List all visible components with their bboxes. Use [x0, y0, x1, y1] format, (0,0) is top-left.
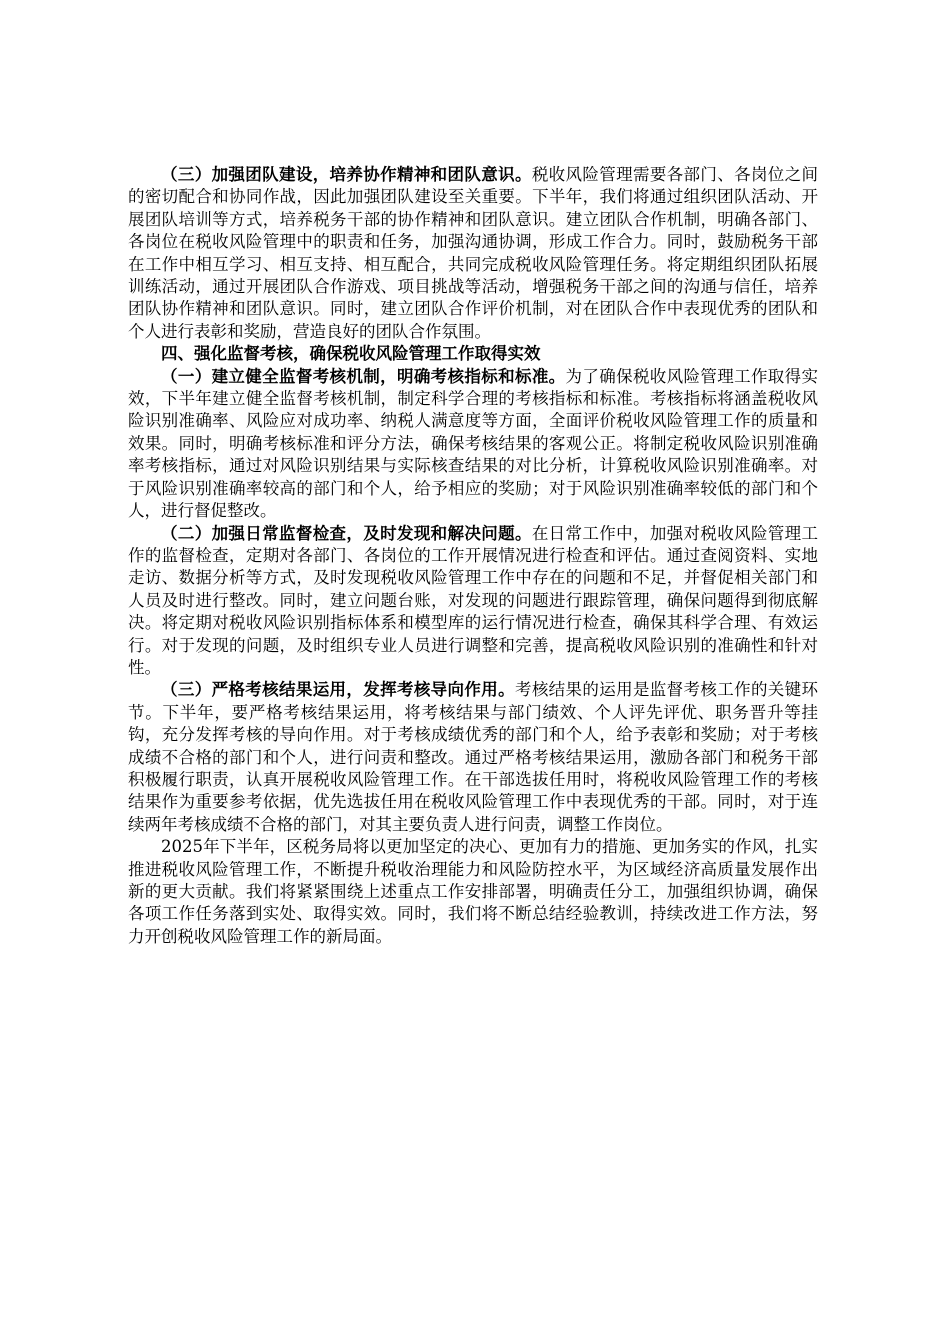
paragraph-daily-inspection	[128, 523, 818, 680]
section-heading: 四、强化监督考核，确保税收风险管理工作取得实效	[161, 344, 541, 364]
paragraph-text: 在日常工作中，加强对税收风险管理工作的监督检查，定期对各部门、各岗位的工作开展情况进行检查和评估。通过查阅资料、实地走访、数据分析等方式，及时发现税收风险管理工作中存在的问题和不足，并督促相关部门和人员及时进行整改。同时，建立问题台账，对发现的问题进行跟踪管理，确保问题得到彻底解决。将定期对税收风险识别指标体系和模型库的运行情况进行检查，确保其科学合理、有效运行。对于发现的问题，及时组织专业人员进行调整和完善，提高税收风险识别的准确性和针对性。	[128, 523, 819, 677]
paragraph-assessment-results	[128, 679, 818, 836]
paragraph-lead: （二）加强日常监督检查，及时发现和解决问题。	[161, 523, 532, 543]
paragraph-lead: （三）加强团队建设，培养协作精神和团队意识。	[161, 165, 532, 184]
paragraph-team-building	[128, 164, 818, 343]
paragraph-closing: 2025年下半年，区税务局将以更加坚定的决心、更加有力的措施、更加务实的作风，扎实推进税收风险管理工作，不断提升税收治理能力和风险防控水平，为区域经济高质量发展作出新的更大贡献。我们将紧紧围绕上述重点工作安排部署，明确责任分工，加强组织协调，确保各项工作任务落到实处、取得实效。同时，我们将不断总结经验教训，持续改进工作方法，努力开创税收风险管理工作的新局面。	[128, 837, 818, 946]
paragraph-supervision-mechanism	[128, 366, 818, 523]
paragraph-text: 考核结果的运用是监督考核工作的关键环节。下半年，要严格考核结果运用，将考核结果与部门绩效、个人评先评优、职务晋升等挂钩，充分发挥考核的导向作用。对于考核成绩优秀的部门和个人，给予表彰和奖励；对于考核成绩不合格的部门和个人，进行问责和整改。通过严格考核结果运用，激励各部门和税务干部积极履行职责，认真开展税收风险管理工作。在干部选拔任用时，将税收风险管理工作的考核结果作为重要参考依据，优先选拔任用在税收风险管理工作中表现优秀的干部。同时，对于连续两年考核成绩不合格的部门，对其主要负责人进行问责，调整工作岗位。	[128, 680, 819, 834]
paragraph-lead: （一）建立健全监督考核机制，明确考核指标和标准。	[161, 366, 566, 386]
paragraph-text: 税收风险管理需要各部门、各岗位之间的密切配合和协同作战，因此加强团队建设至关重要。下半年，我们将通过组织团队活动、开展团队培训等方式，培养税务干部的协作精神和团队意识。建立团队合作机制，明确各部门、各岗位在税收风险管理中的职责和任务，加强沟通协调，形成工作合力。同时，鼓励税务干部在工作中相互学习、相互支持、相互配合，共同完成税收风险管理任务。将定期组织团队拓展训练活动，通过开展团队合作游戏、项目挑战等活动，增强税务干部之间的沟通与信任，培养团队协作精神和团队意识。同时，建立团队合作评价机制，对在团队合作中表现优秀的团队和个人进行表彰和奖励，营造良好的团队合作氛围。	[128, 165, 819, 341]
paragraph-lead: （三）严格考核结果运用，发挥考核导向作用。	[161, 680, 515, 700]
document-body	[128, 164, 818, 948]
paragraph-text: 为了确保税收风险管理工作取得实效，下半年建立健全监督考核机制，制定科学合理的考核指标和标准。考核指标将涵盖税收风险识别准确率、风险应对成功率、纳税人满意度等方面，全面评价税收风险管理工作的质量和效果。同时，明确考核标准和评分方法，确保考核结果的客观公正。将制定税收风险识别准确率考核指标，通过对风险识别结果与实际核查结果的对比分析，计算税收风险识别准确率。对于风险识别准确率较高的部门和个人，给予相应的奖励；对于风险识别准确率较低的部门和个人，进行督促整改。	[128, 366, 819, 521]
